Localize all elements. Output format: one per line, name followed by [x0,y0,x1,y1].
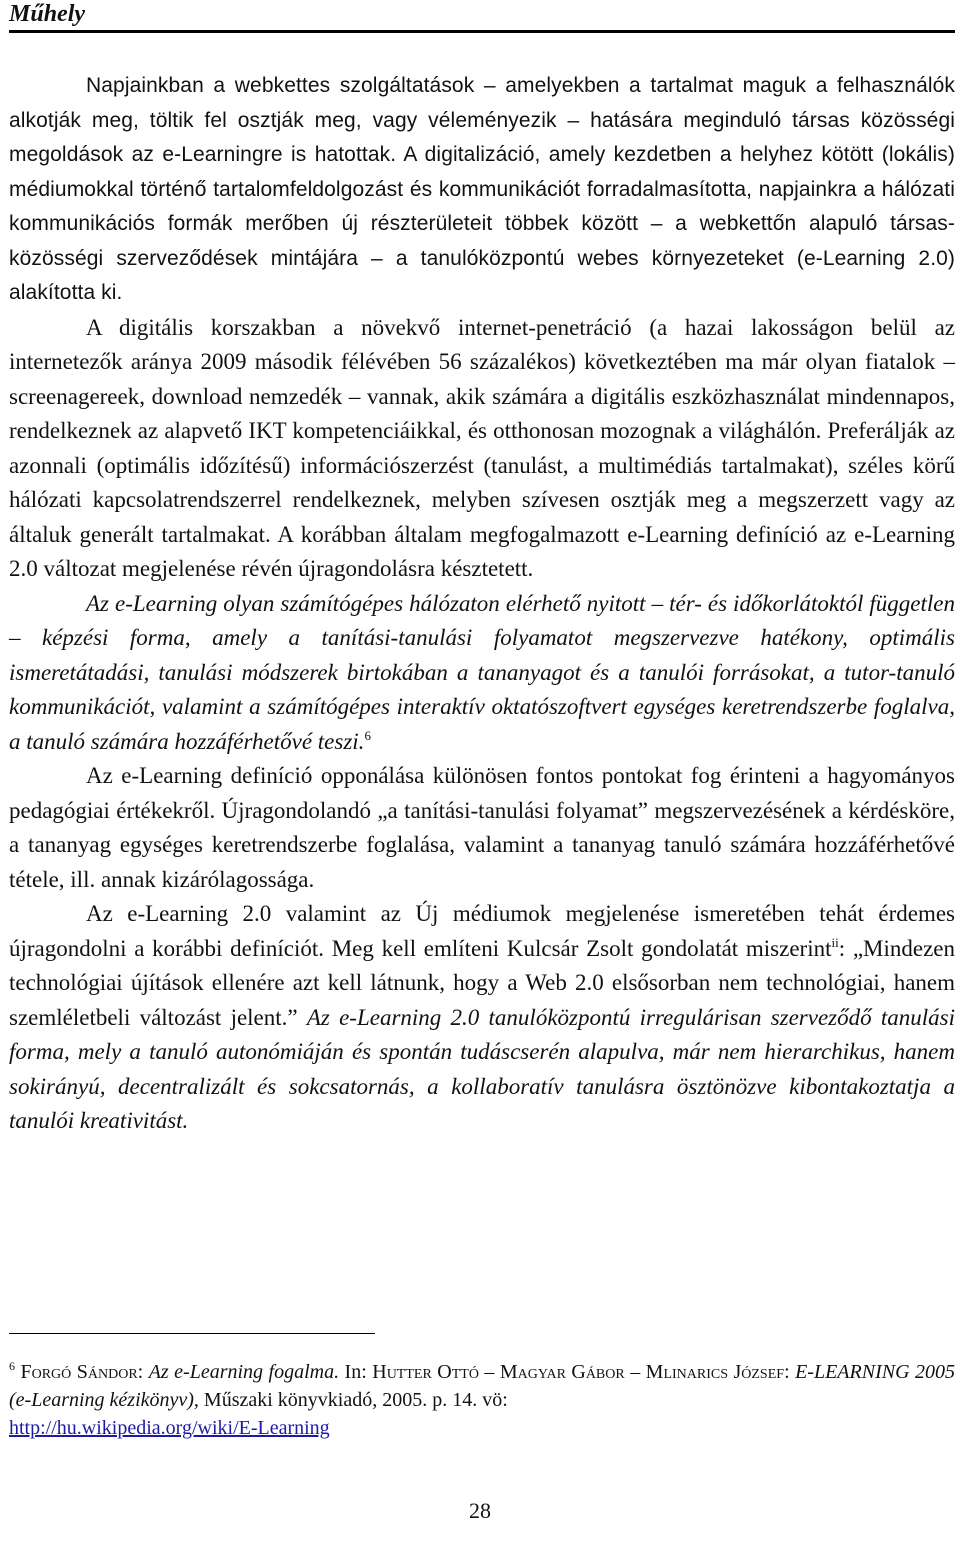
paragraph-2: A digitális korszakban a növekvő internet-penetráció (a hazai lakosságon belül az internetezők aránya 2009 második félévében 56 százalékos) következtében ma már olyan fiatalok – screenagereek, download nemzedék – vannak, akik számára a digitális eszközhasználat mindennapos, rendelkeznek az alapvető IKT kompetenciáikkal, és otthonosan mozognak a világhálón. Preferálják az azonnali (optimális időzítésű) információszerzést (tanulást, a multimédiás tartalmakat), széles körű hálózati kapcsolatrendszerrel rendelkeznek, melyben szívesen osztják meg a megszerzett vagy az általuk generált tartalmakat. A korábban általam megfogalmazott e-Learning definíció az e-Learning 2.0 változat megjelenése révén újragondolásra késztetett. [9,314,955,581]
footnote-number: 6 [9,1359,15,1373]
footnote-dash-1: – [478,1361,500,1383]
paragraph-1: Napjainkban a webkettes szolgáltatások – amelyekben a tartalmat maguk a felhasználók alkotják meg, töltik fel osztják meg, vagy véleményezik – hatására meginduló társas közösségi megoldások az e-Learningre is hatottak. A digitalizáció, amely kezdetben a helyhez kötött (lokális) médiumokkal történő tartalomfeldolgozást és kommunikációt forradalmasította, napjainkra a hálózati kommunikációs formák merőben új részterületeit többek között – a webkettőn alapuló társas-közösségi szerveződések mintájára – a tanulóközpontú webes környezeteket (e-Learning 2.0) alakította ki. [9,74,955,304]
paragraph-5 [9,897,955,1139]
footnote-editor-1: Hutter Ottó [372,1361,479,1383]
footnote-book-title: E-LEARNING 2005 (e-Learning kézikönyv), [9,1361,956,1411]
page-number: 28 [469,1498,491,1523]
paragraph-4: Az e-Learning definíció opponálása különösen fontos pontokat fog érinteni a hagyományos pedagógiai értékekről. Újragondolandó „a tanítási-tanulási folyamat” megszervezésének a kérdésköre, a tananyag egységes keretrendszerbe foglalása, valamint a tananyag tanuló számára hozzáférhetővé tétele, ill. annak kizárólagossága. [9,763,955,892]
footnote-ref-6[interactable]: 6 [364,727,371,743]
footnote-publisher: Műszaki könyvkiadó, 2005. p. 14. vö: [198,1389,508,1411]
footnote-divider [9,1333,375,1334]
endnote-ref-ii[interactable]: ii [831,934,839,950]
footnote-separator: : [137,1361,149,1383]
footnote-separator-2: : [784,1361,796,1383]
footnote-title: Az e-Learning fogalma. [148,1361,340,1383]
section-title: Műhely [9,1,86,27]
footnote-dash-2: – [624,1361,646,1383]
page-header [9,0,955,33]
paragraph-5-italic-definition: Az e-Learning 2.0 tanulóközpontú irregulárisan szerveződő tanulási forma, mely a tanuló autonómiáján és spontán tudáscserén alapulva, már nem hierarchikus, hanem sokirányú, decentralizált és sokcsatornás, a kollaboratív tanulásra ösztönözve kibontakoztatja a tanulói kreativitást. [9,1004,955,1133]
footnote-editor-3: Mlinarics József [645,1361,785,1383]
footnote-6 [9,1358,955,1442]
article-body [9,64,955,1139]
footnote-in-label: In: [339,1361,373,1383]
definition-text: Az e-Learning olyan számítógépes hálózaton elérhető nyitott – tér- és időkorlátoktól független – képzési forma, amely a tanítási-tanulási folyamatot megszervezve hatékony, optimális ismeretátadási, tanulási módszerek birtokában a tananyagot és a tanulói forrásokat, a tutor-tanuló kommunikációt, valamint a számítógépes interaktív oktatószoftvert egységes keretrendszerbe foglalva, a tanuló számára hozzáférhetővé teszi. [9,590,955,754]
footnote-url-link[interactable]: http://hu.wikipedia.org/wiki/E-Learning [9,1417,330,1439]
footnote-editor-2: Magyar Gábor [499,1361,625,1383]
footnote-author: Forgó Sándor [20,1361,138,1383]
paragraph-3-definition [9,587,955,760]
paragraph-5-text-a: Az e-Learning 2.0 valamint az Új médiumok megjelenése ismeretében tehát érdemes újragondolni a korábbi definíciót. Meg kell említeni Kulcsár Zsolt gondolatát miszerint [9,901,955,961]
paragraph-5-text-b: : „Mindezen technológiai újítások ellenére azt kell látnunk, hogy a Web 2.0 elsősorban nem technológiai, hanem szemléletbeli változást jelent.” [9,935,955,1030]
